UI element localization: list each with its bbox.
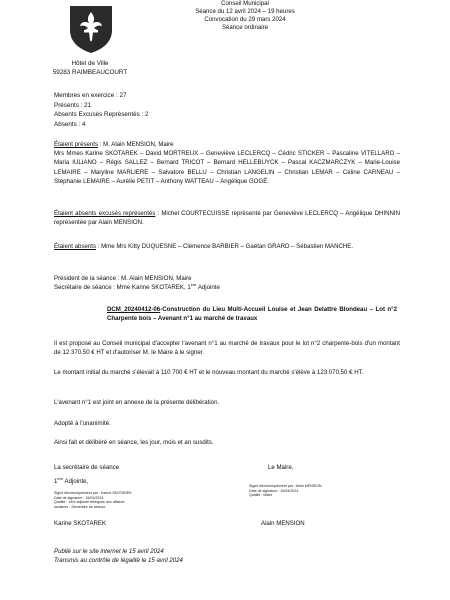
absents-text: : Mme Mrs Kitty DUQUESNE – Clémence BARBIER – Gaëtan GRARD – Sébastien MANCHE. xyxy=(96,243,354,250)
mairie-address xyxy=(48,60,132,77)
deliberation-p3: L'avenant n°1 est joint en annexe de la présente délibération. xyxy=(54,399,220,406)
count-excuses: Absents Excusés Représentés : 2 xyxy=(54,111,149,118)
mairie-city: 59283 RAIMBEAUCOURT xyxy=(52,68,128,76)
signature-right-stamp: Signé électroniquement par : Alain MENSION Date de signature : 15/04/2024 Qualité : Maire xyxy=(249,484,322,498)
signature-left-title: La secrétaire de séance xyxy=(54,464,120,471)
deliberation-title xyxy=(107,305,397,323)
presidence-section xyxy=(54,274,400,292)
footer-transmitted: Transmis au contrôle de légalité le 15 avril 2024 xyxy=(54,557,183,565)
presents-lead: : M. Alain MENSION, Maire xyxy=(98,141,174,148)
signature-left-role: 1ère Adjointe, xyxy=(54,475,89,485)
signature-right-name: Alain MENSION xyxy=(261,520,305,527)
mairie-name: Hôtel de Ville xyxy=(71,60,109,67)
deliberation-subject: -Construction du Lieu Multi-Accueil Louise et Jean Delattre Blondeau – Lot n°2 Charpente bois – Avenant n°1 au marché de travaux xyxy=(107,306,397,323)
absents-section xyxy=(54,242,400,251)
publication-footer xyxy=(54,547,183,565)
president-line: Président de la séance : M. Alain MENSION, Maire xyxy=(54,275,192,282)
presents-label: Étaient présents xyxy=(54,141,99,148)
footer-published: Publié sur le site internet le 15 avril 2024 xyxy=(54,548,164,555)
deliberation-ref: DCM_20240412-06 xyxy=(107,306,161,313)
deliberation-p4: Adopté à l'unanimité. xyxy=(54,420,111,427)
header-session-type: Séance ordinaire xyxy=(221,24,269,31)
count-absents: Absents : 4 xyxy=(54,120,86,128)
count-exercice: Membres en exercice : 27 xyxy=(54,92,127,99)
count-presents: Présents : 21 xyxy=(54,101,92,109)
member-counts xyxy=(54,91,149,129)
excuses-text: : Michel COURTECUISSE représenté par Geneviève LECLERCQ – Angélique DHINNIN représentée par Alain MENSION. xyxy=(54,210,400,227)
deliberation-p1: Il est proposé au Conseil municipal d'accepter l'avenant n°1 au marché de travaux pour le lot n°2 charpente-bois d'un montant de 12 370.50 € HT et d'autoriser M. le Maire à le signer. xyxy=(54,340,400,357)
presents-list: Mrs Mmes Karine SKOTAREK – David MORTREUX – Geneviève LECLERCQ – Cédric STICKER – Pascaline VITELLARO – Maria IULIANO – Régis SALLEZ – Bernard TRICOT – Bernard HELLEBUYCK – Pascal KACZMARCZYK – Marie-Louise LEMAIRE – Maryline MARLIERE – Salvatore BELLU – Christian LANGELIN – Christian LEMAR – Céline CARNEAU – Stéphanie LEMAIRE – Aurélie PETIT – Anthony WATTEAU – Angélique GOGÉ. xyxy=(54,150,400,185)
header-council: Conseil Municipal xyxy=(221,0,269,7)
absents-label: Étaient absents xyxy=(54,243,97,250)
secretaire-line: Secrétaire de séance : Mme Karine SKOTAREK, 1ère Adjointe xyxy=(54,282,220,292)
header-convocation: Convocation du 29 mars 2024 xyxy=(204,16,286,23)
signature-right-title: Le Maire, xyxy=(268,464,294,471)
deliberation-p2: Le montant initial du marché s'élevait à 110 700 € HT et le nouveau montant du marché s'élève à 123 070,50 € HT. xyxy=(54,369,364,376)
excuses-label: Étaient absents excusés représentés xyxy=(54,210,156,217)
header-session-date: Séance du 12 avril 2024 – 19 heures xyxy=(195,8,295,15)
signature-left-stamp: Signé électroniquement par : Karine SKOTAREK Date de signature : 15/04/2024 Qualité : 1ère adjointe déléguée aux affaires scolaires - Secrétaire de séance xyxy=(54,491,132,509)
session-header xyxy=(150,0,340,32)
deliberation-p5: Ainsi fait et délibéré en séance, les jour, mois et an susdits. xyxy=(54,439,214,446)
signature-left-name: Karine SKOTAREK xyxy=(54,520,107,527)
coat-of-arms-logo xyxy=(68,4,114,54)
presents-section xyxy=(54,140,400,186)
excuses-section xyxy=(54,209,400,227)
